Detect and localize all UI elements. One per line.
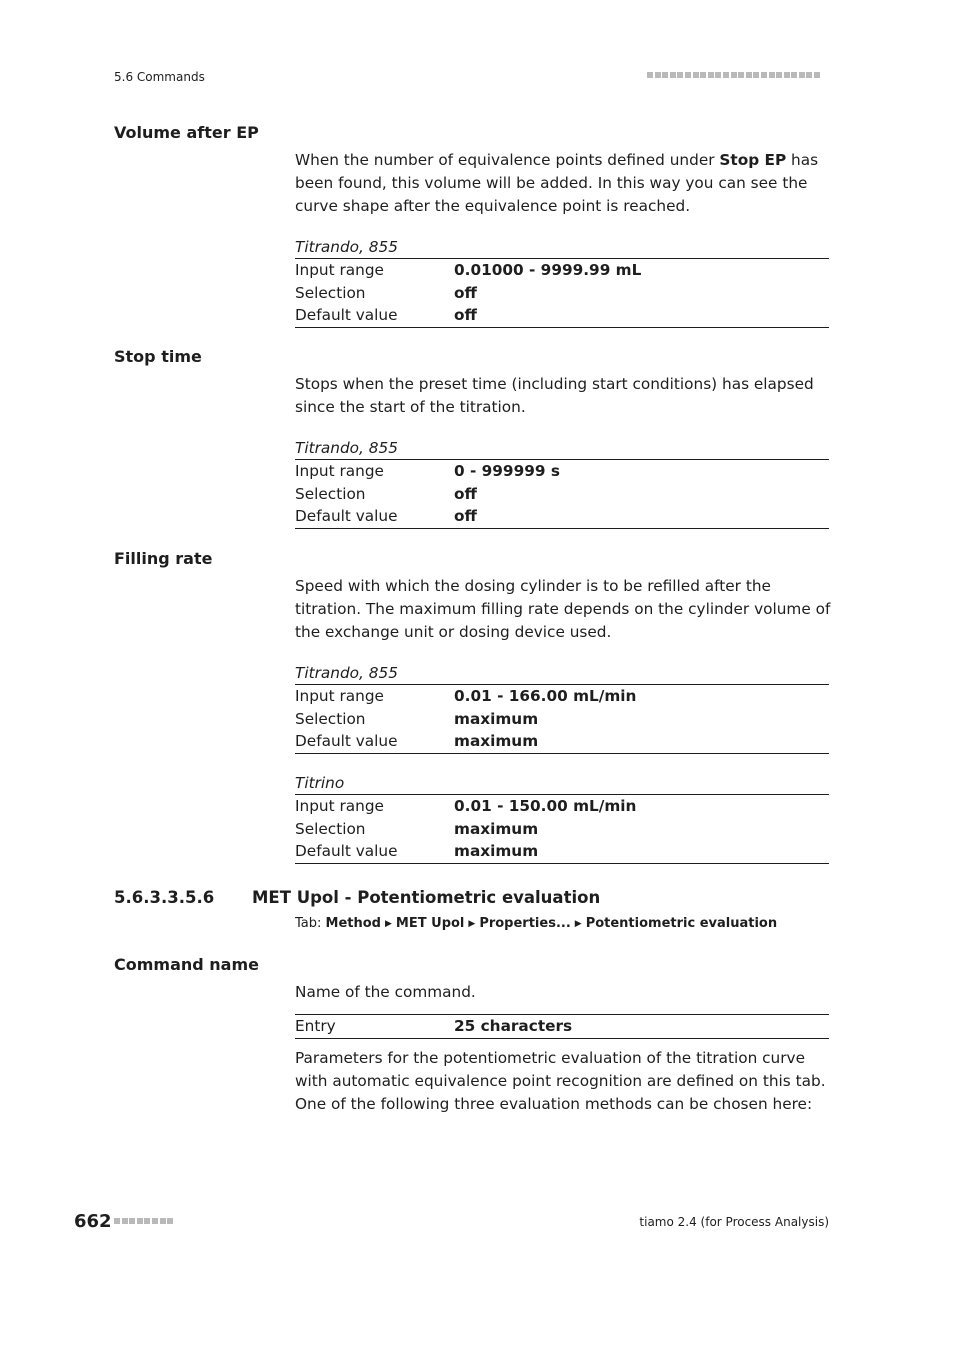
param-description-filling-rate: Speed with which the dosing cylinder is to be refilled after the titration. The maximum filling rate depends on the cylinder volume of the exchange unit or dosing device used. <box>295 577 831 641</box>
param-heading-volume-after-ep: Volume after EP <box>114 123 259 142</box>
triangle-right-icon: ▶ <box>385 919 392 929</box>
table-row: Default value maximum <box>295 842 539 860</box>
decorative-square <box>167 1218 173 1224</box>
decorative-square <box>137 1218 143 1224</box>
tab-path: Tab: Method ▶ MET Upol ▶ Properties... ▶ Potentiometric evaluation <box>295 916 778 931</box>
param-description-command-name: Name of the command. <box>295 983 476 1001</box>
footer-product: tiamo 2.4 (for Process Analysis) <box>639 1215 829 1229</box>
param-heading-filling-rate: Filling rate <box>114 549 213 568</box>
value-table-command-name <box>295 1014 829 1039</box>
tab-path-item: MET Upol <box>395 916 465 931</box>
decorative-square <box>753 72 759 78</box>
page-number: 662 <box>74 1211 112 1232</box>
decorative-square <box>685 72 691 78</box>
decorative-square <box>776 72 782 78</box>
decorative-square <box>670 72 676 78</box>
decorative-square <box>114 1218 120 1224</box>
table-row: Input range 0 - 999999 s <box>295 462 560 480</box>
table-row: Default value off <box>295 507 477 525</box>
table-caption: Titrando, 855 <box>295 437 829 460</box>
table-row: Selection off <box>295 283 477 302</box>
decorative-square <box>806 72 812 78</box>
param-heading-command-name: Command name <box>114 955 259 974</box>
decorative-square <box>160 1218 166 1224</box>
decorative-square <box>791 72 797 78</box>
table-caption: Titrino <box>295 772 829 795</box>
table-caption: Titrando, 855 <box>295 236 829 259</box>
decorative-square <box>129 1218 135 1224</box>
decorative-square <box>122 1218 128 1224</box>
decorative-square <box>677 72 683 78</box>
triangle-right-icon: ▶ <box>468 919 476 929</box>
table-row: Input range 0.01 - 166.00 mL/min <box>295 687 637 705</box>
decorative-square <box>144 1218 150 1224</box>
table-row: Input range 0.01000 - 9999.99 mL <box>295 261 642 279</box>
table-row: Selection maximum <box>295 819 539 838</box>
section-number: 5.6.3.3.5.6 <box>114 888 215 907</box>
footer-decoration <box>114 1218 175 1237</box>
decorative-square <box>693 72 699 78</box>
value-table-volume-after-ep <box>295 236 829 328</box>
body-paragraph: Parameters for the potentiometric evaluation of the titration curve with automatic equivalence point recognition are defined on this tab. One of the following three evaluation methods can be chosen here: <box>295 1049 826 1113</box>
param-heading-stop-time: Stop time <box>114 347 202 366</box>
table-row: Input range 0.01 - 150.00 mL/min <box>295 797 637 815</box>
decorative-square <box>761 72 767 78</box>
triangle-right-icon: ▶ <box>574 919 582 929</box>
value-table-stop-time <box>295 437 829 529</box>
header-decoration <box>647 72 822 91</box>
table-row: Selection off <box>295 484 477 503</box>
decorative-square <box>655 72 661 78</box>
table-row: Entry 25 characters <box>295 1017 573 1035</box>
table-caption: Titrando, 855 <box>295 662 829 685</box>
param-description-volume-after-ep: When the number of equivalence points defined under Stop EP has been found, this volume will be added. In this way you can see the curve shape after the equivalence point is reached. <box>295 151 819 215</box>
decorative-square <box>700 72 706 78</box>
decorative-square <box>746 72 752 78</box>
decorative-square <box>769 72 775 78</box>
decorative-square <box>799 72 805 78</box>
table-row: Selection maximum <box>295 709 539 728</box>
value-table-filling-rate-titrando <box>295 662 829 754</box>
tab-path-item: Potentiometric evaluation <box>585 916 778 931</box>
tab-path-item: Method <box>325 916 381 931</box>
section-title: MET Upol - Potentiometric evaluation <box>252 888 601 907</box>
decorative-square <box>647 72 653 78</box>
running-header-section: 5.6 Commands <box>114 70 205 84</box>
decorative-square <box>723 72 729 78</box>
decorative-square <box>784 72 790 78</box>
decorative-square <box>731 72 737 78</box>
decorative-square <box>738 72 744 78</box>
table-row: Default value maximum <box>295 732 539 750</box>
decorative-square <box>152 1218 158 1224</box>
param-description-stop-time: Stops when the preset time (including start conditions) has elapsed since the start of the titration. <box>295 375 814 416</box>
decorative-square <box>814 72 820 78</box>
decorative-square <box>662 72 668 78</box>
decorative-square <box>715 72 721 78</box>
table-row: Default value off <box>295 306 477 324</box>
value-table-filling-rate-titrino <box>295 772 829 864</box>
tab-path-item: Properties... <box>479 916 571 931</box>
decorative-square <box>708 72 714 78</box>
